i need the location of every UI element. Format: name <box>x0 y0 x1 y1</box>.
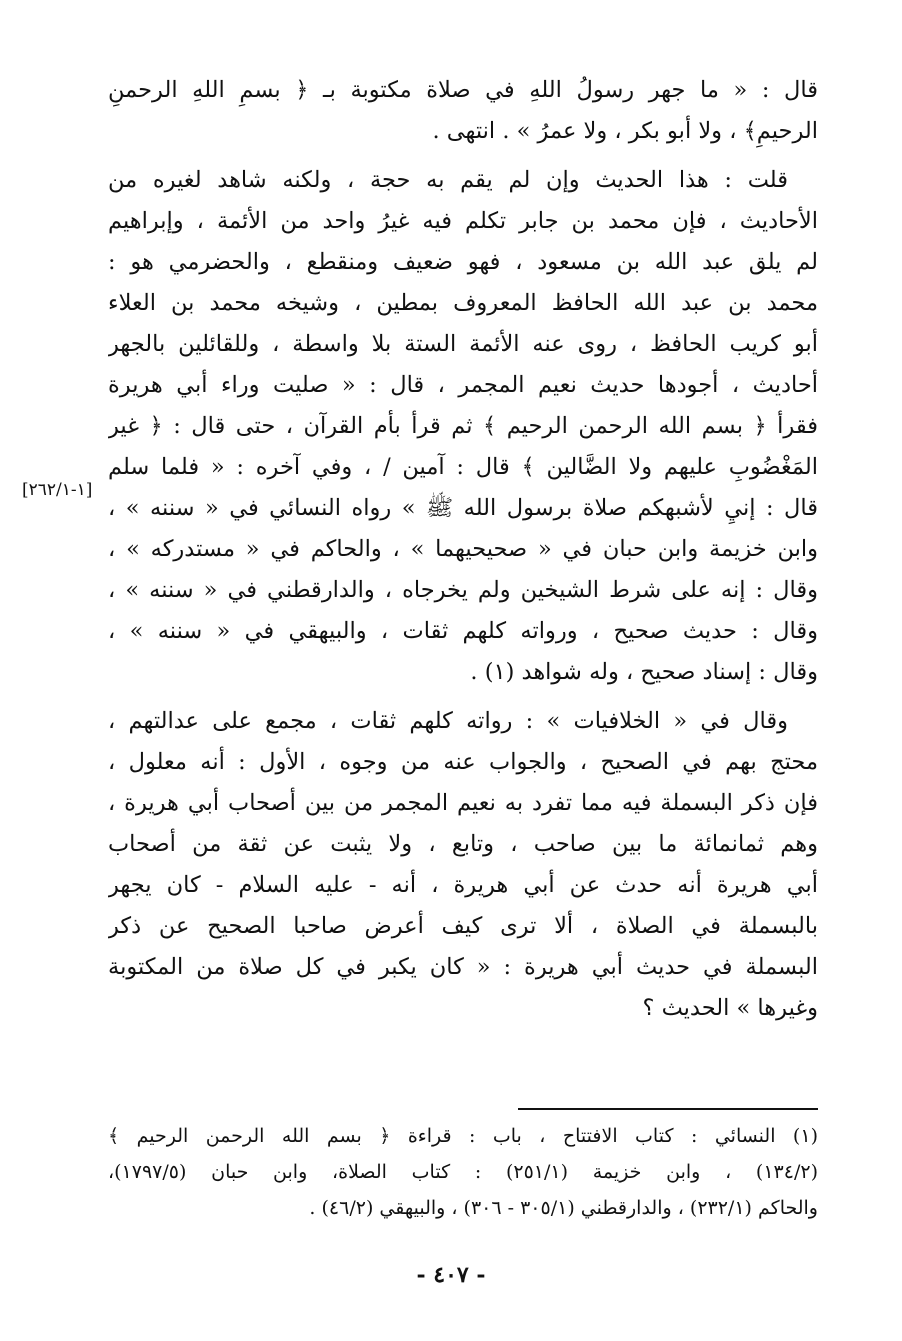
text-line: وغيرها » الحديث ؟ <box>642 995 818 1021</box>
text-line: وهم ثمانمائة ما بين صاحب ، وتابع ، ولا يثبت عن ثقة من أصحاب <box>108 831 818 857</box>
text-line: المَغْضُوبِ عليهم ولا الضَّالين ﴾ قال : آمين / ، وفي آخره : « فلما سلم <box>108 454 818 480</box>
text-line: قال : إنيِ لأشبهكم صلاة برسول الله ﷺ » رواه النسائي في « سننه » ، <box>108 495 818 521</box>
text-line: وقال : إنه على شرط الشيخين ولم يخرجاه ، والدارقطني في « سننه » ، <box>108 577 818 603</box>
text-line: قلت : هذا الحديث وإن لم يقم به حجة ، ولكنه شاهد لغيره من <box>108 167 788 193</box>
text-line: محمد بن عبد الله الحافظ المعروف بمطين ، وشيخه محمد بن العلاء <box>108 290 818 316</box>
text-line: الرحيمِ﴾ ، ولا أبو بكر ، ولا عمرُ » . انتهى . <box>432 118 818 144</box>
text-line: أحاديث ، أجودها حديث نعيم المجمر ، قال : « صليت وراء أبي هريرة <box>108 372 818 398</box>
text-line: محتج بهم في الصحيح ، والجواب عنه من وجوه ، الأول : أنه معلول ، <box>108 749 818 775</box>
footnote-line: (١) النسائي : كتاب الافتتاح ، باب : قراءة ﴿ بسم الله الرحمن الرحيم ﴾ <box>108 1125 818 1147</box>
text-line: قال : « ما جهر رسولُ اللهِ في صلاة مكتوبة بـ ﴿ بسمِ اللهِ الرحمنِ <box>108 77 818 103</box>
text-line: البسملة في حديث أبي هريرة : « كان يكبر في كل صلاة من المكتوبة <box>108 954 818 980</box>
paragraph-1 <box>108 70 818 152</box>
text-line: وقال : حديث صحيح ، ورواته كلهم ثقات ، والبيهقي في « سننه » ، <box>108 618 818 644</box>
text-line: وقال في « الخلافيات » : رواته كلهم ثقات ، مجمع على عدالتهم ، <box>108 708 788 734</box>
text-line: الأحاديث ، فإن محمد بن جابر تكلم فيه غيرُ واحد من الأئمة ، وإبراهيم <box>108 208 818 234</box>
page-number: - ٤٠٧ - <box>416 1262 486 1288</box>
footnote-line: والحاكم (٢٣٢/١) ، والدارقطني (٣٠٥/١ - ٣٠٦) ، والبيهقي (٤٦/٢) . <box>309 1197 818 1219</box>
main-text <box>108 70 818 1037</box>
text-line: أبي هريرة أنه حدث عن أبي هريرة ، أنه - عليه السلام - كان يجهر <box>108 872 818 898</box>
text-line: وابن خزيمة وابن حبان في « صحيحيهما » ، والحاكم في « مستدركه » ، <box>108 536 818 562</box>
text-line: أبو كريب الحافظ ، روى عنه الأئمة الستة بلا واسطة ، وللقائلين بالجهر <box>108 331 818 357</box>
text-line: بالبسملة في الصلاة ، ألا ترى كيف أعرض صاحبا الصحيح عن ذكر <box>108 913 818 939</box>
footnotes <box>108 1118 818 1226</box>
paragraph-2 <box>108 160 818 693</box>
footnote-line: (١٣٤/٢) ، وابن خزيمة (٢٥١/١) : كتاب الصلاة، وابن حبان (١٧٩٧/٥)، <box>108 1161 818 1183</box>
footnote-divider <box>518 1108 818 1110</box>
text-line: فقرأ ﴿ بسم الله الرحمن الرحيم ﴾ ثم قرأ بأم القرآن ، حتى قال : ﴿ غير <box>108 413 818 439</box>
margin-reference: [١-٢٦٢/١] <box>22 480 93 500</box>
paragraph-3 <box>108 701 818 1029</box>
text-line: لم يلق عبد الله بن مسعود ، فهو ضعيف ومنقطع ، والحضرمي هو : <box>108 249 818 275</box>
text-line: وقال : إسناد صحيح ، وله شواهد (١) . <box>470 659 818 685</box>
text-line: فإن ذكر البسملة فيه مما تفرد به نعيم المجمر من بين أصحاب أبي هريرة ، <box>108 790 818 816</box>
